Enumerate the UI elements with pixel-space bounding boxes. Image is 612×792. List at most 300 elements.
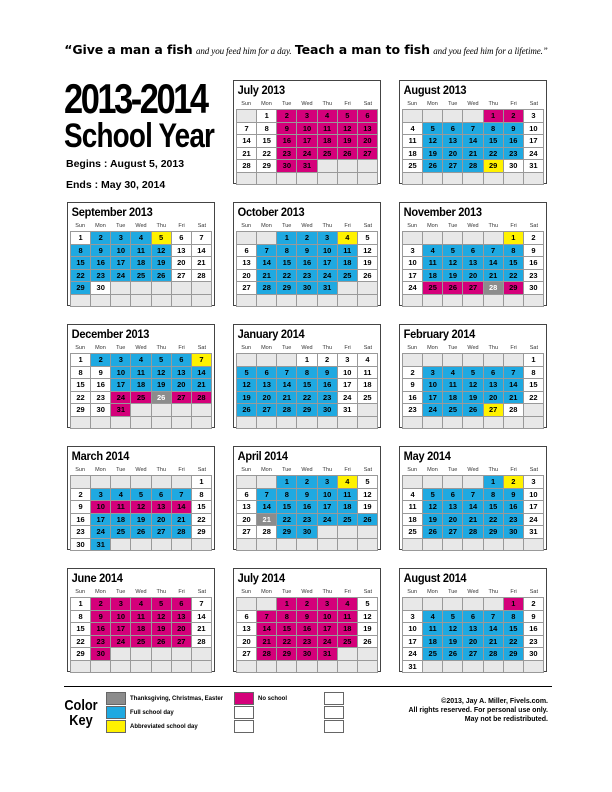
day-cell: 4: [403, 489, 423, 502]
empty-day-cell: [403, 417, 423, 430]
day-cell: 20: [443, 514, 463, 527]
day-cell: 20: [237, 514, 257, 527]
day-cell: 29: [277, 648, 297, 661]
blank-swatch: [324, 720, 344, 733]
day-cell: 17: [403, 636, 423, 649]
weekday-label: Fri: [344, 345, 351, 351]
day-cell: 1: [297, 354, 317, 367]
day-cell: 3: [318, 232, 338, 245]
day-cell: 6: [257, 367, 277, 380]
day-cell: 19: [423, 148, 443, 161]
empty-day-cell: [338, 160, 358, 173]
day-grid: [236, 475, 378, 551]
day-cell: 5: [443, 611, 463, 624]
day-cell: 21: [257, 270, 277, 283]
weekday-label: Mon: [427, 467, 438, 473]
day-cell: 20: [152, 514, 172, 527]
day-cell: 31: [297, 160, 317, 173]
weekday-label: Mon: [427, 345, 438, 351]
empty-day-cell: [423, 232, 443, 245]
weekday-label: Mon: [95, 589, 106, 595]
day-cell: 26: [358, 636, 378, 649]
empty-day-cell: [484, 173, 504, 186]
weekday-label: Tue: [282, 345, 292, 351]
day-cell: 13: [237, 257, 257, 270]
day-cell: 7: [192, 598, 212, 611]
day-cell: 12: [358, 245, 378, 258]
empty-day-cell: [423, 661, 443, 674]
day-cell: 30: [504, 526, 524, 539]
day-cell: 20: [443, 148, 463, 161]
empty-day-cell: [277, 539, 297, 552]
day-cell: 7: [484, 245, 504, 258]
day-cell: 13: [172, 367, 192, 380]
weekday-label: Fri: [178, 345, 185, 351]
day-cell: 14: [463, 135, 483, 148]
blank-swatch: [234, 706, 254, 719]
day-cell: 23: [277, 148, 297, 161]
day-cell: 9: [91, 367, 111, 380]
empty-day-cell: [131, 295, 151, 308]
day-cell: 31: [524, 160, 544, 173]
weekday-label: Mon: [427, 101, 438, 107]
day-cell: 28: [192, 392, 212, 405]
day-cell: 14: [257, 501, 277, 514]
day-cell: 6: [463, 611, 483, 624]
day-cell: 25: [403, 526, 423, 539]
empty-day-cell: [338, 295, 358, 308]
empty-day-cell: [111, 476, 131, 489]
empty-day-cell: [358, 661, 378, 674]
day-cell: 10: [423, 379, 443, 392]
day-cell: 18: [423, 636, 443, 649]
copyright-line3: May not be redistributed.: [464, 716, 548, 723]
day-cell: 28: [484, 282, 504, 295]
weekday-label: Wed: [135, 589, 147, 595]
day-cell: 21: [484, 270, 504, 283]
weekday-header: [236, 99, 378, 109]
weekday-label: Sun: [241, 467, 252, 473]
empty-day-cell: [257, 417, 277, 430]
day-cell: 12: [152, 611, 172, 624]
empty-day-cell: [318, 173, 338, 186]
day-cell: 6: [172, 232, 192, 245]
empty-day-cell: [484, 295, 504, 308]
day-cell: 1: [192, 476, 212, 489]
empty-day-cell: [297, 295, 317, 308]
weekday-label: Wed: [301, 345, 313, 351]
empty-day-cell: [237, 598, 257, 611]
weekday-label: Wed: [301, 223, 313, 229]
day-grid: [236, 231, 378, 307]
day-cell: 24: [111, 392, 131, 405]
day-cell: 10: [524, 123, 544, 136]
day-cell: 24: [91, 526, 111, 539]
day-cell: 7: [504, 367, 524, 380]
weekday-label: Sun: [241, 223, 252, 229]
weekday-label: Mon: [261, 345, 272, 351]
day-cell: 2: [91, 354, 111, 367]
day-cell: 8: [297, 367, 317, 380]
empty-day-cell: [504, 661, 524, 674]
day-cell: 30: [91, 282, 111, 295]
weekday-label: Fri: [178, 467, 185, 473]
empty-day-cell: [237, 661, 257, 674]
empty-day-cell: [524, 404, 544, 417]
weekday-label: Sun: [407, 467, 418, 473]
empty-day-cell: [403, 539, 423, 552]
empty-day-cell: [152, 661, 172, 674]
day-cell: 27: [237, 648, 257, 661]
weekday-label: Tue: [116, 467, 126, 473]
month-title: March 2014: [71, 449, 130, 463]
day-cell: 4: [403, 123, 423, 136]
weekday-label: Sat: [363, 223, 372, 229]
day-cell: 25: [423, 648, 443, 661]
day-cell: 1: [71, 598, 91, 611]
empty-day-cell: [504, 295, 524, 308]
empty-day-cell: [443, 539, 463, 552]
month-calendar: [399, 80, 547, 184]
empty-day-cell: [443, 354, 463, 367]
day-cell: 4: [131, 232, 151, 245]
weekday-label: Mon: [261, 223, 272, 229]
weekday-label: Wed: [301, 101, 313, 107]
weekday-label: Wed: [467, 345, 479, 351]
day-cell: 6: [358, 110, 378, 123]
day-cell: 3: [403, 245, 423, 258]
day-cell: 18: [111, 514, 131, 527]
day-cell: 5: [338, 110, 358, 123]
full-day-swatch: [106, 706, 126, 719]
day-cell: 16: [524, 257, 544, 270]
day-cell: 19: [358, 623, 378, 636]
weekday-label: Thu: [322, 101, 333, 107]
empty-day-cell: [358, 160, 378, 173]
day-cell: 2: [504, 476, 524, 489]
day-cell: 8: [277, 611, 297, 624]
day-cell: 28: [463, 526, 483, 539]
day-cell: 8: [277, 245, 297, 258]
day-cell: 28: [484, 648, 504, 661]
day-cell: 15: [484, 501, 504, 514]
day-cell: 25: [338, 270, 358, 283]
day-cell: 30: [71, 539, 91, 552]
weekday-label: Tue: [116, 345, 126, 351]
day-cell: 30: [297, 282, 317, 295]
day-cell: 19: [358, 501, 378, 514]
empty-day-cell: [403, 295, 423, 308]
empty-day-cell: [111, 417, 131, 430]
day-cell: 6: [484, 367, 504, 380]
empty-day-cell: [463, 173, 483, 186]
day-cell: 3: [111, 598, 131, 611]
day-cell: 11: [423, 623, 443, 636]
empty-day-cell: [484, 539, 504, 552]
day-cell: 23: [318, 392, 338, 405]
day-cell: 7: [463, 123, 483, 136]
day-cell: 24: [524, 514, 544, 527]
empty-day-cell: [403, 354, 423, 367]
empty-day-cell: [484, 661, 504, 674]
day-cell: 18: [338, 501, 358, 514]
month-calendar: [233, 568, 381, 672]
empty-day-cell: [297, 661, 317, 674]
day-cell: 13: [358, 123, 378, 136]
weekday-header: [402, 99, 544, 109]
empty-day-cell: [463, 295, 483, 308]
month-title: November 2013: [403, 205, 482, 219]
day-grid: [70, 231, 212, 307]
empty-day-cell: [504, 539, 524, 552]
day-cell: 25: [111, 526, 131, 539]
empty-day-cell: [484, 232, 504, 245]
day-cell: 21: [484, 636, 504, 649]
month-calendar: [67, 202, 215, 306]
day-cell: 1: [504, 232, 524, 245]
day-cell: 8: [257, 123, 277, 136]
day-cell: 18: [338, 623, 358, 636]
month-calendar: [67, 324, 215, 428]
month-calendar: [399, 446, 547, 550]
day-cell: 16: [277, 135, 297, 148]
day-cell: 3: [297, 110, 317, 123]
day-cell: 19: [463, 392, 483, 405]
weekday-label: Thu: [488, 223, 499, 229]
abbreviated-label: Abbreviated school day: [130, 724, 198, 730]
day-cell: 6: [443, 123, 463, 136]
empty-day-cell: [91, 661, 111, 674]
empty-day-cell: [358, 282, 378, 295]
weekday-label: Sat: [363, 101, 372, 107]
weekday-label: Fri: [344, 101, 351, 107]
weekday-label: Mon: [261, 101, 272, 107]
day-cell: 16: [297, 257, 317, 270]
day-cell: 12: [237, 379, 257, 392]
day-cell: 15: [504, 257, 524, 270]
weekday-label: Sat: [529, 589, 538, 595]
day-cell: 17: [318, 623, 338, 636]
day-cell: 28: [257, 648, 277, 661]
day-cell: 8: [277, 489, 297, 502]
empty-day-cell: [192, 282, 212, 295]
day-cell: 9: [91, 245, 111, 258]
day-cell: 2: [71, 489, 91, 502]
weekday-label: Mon: [427, 223, 438, 229]
empty-day-cell: [257, 661, 277, 674]
day-cell: 4: [111, 489, 131, 502]
day-cell: 26: [152, 636, 172, 649]
empty-day-cell: [463, 661, 483, 674]
day-cell: 19: [423, 514, 443, 527]
day-cell: 7: [257, 489, 277, 502]
day-cell: 29: [277, 526, 297, 539]
weekday-label: Wed: [135, 467, 147, 473]
page-title-years: 2013-2014: [64, 75, 207, 122]
day-cell: 14: [257, 257, 277, 270]
day-grid: [402, 231, 544, 307]
day-cell: 5: [423, 489, 443, 502]
day-cell: 2: [318, 354, 338, 367]
day-cell: 11: [443, 379, 463, 392]
weekday-label: Fri: [344, 223, 351, 229]
empty-day-cell: [318, 661, 338, 674]
weekday-label: Fri: [510, 589, 517, 595]
day-cell: 1: [277, 598, 297, 611]
day-cell: 8: [71, 245, 91, 258]
day-cell: 26: [152, 270, 172, 283]
day-cell: 7: [172, 489, 192, 502]
day-cell: 31: [403, 661, 423, 674]
empty-day-cell: [152, 476, 172, 489]
day-cell: 16: [91, 257, 111, 270]
day-cell: 4: [131, 598, 151, 611]
empty-day-cell: [463, 354, 483, 367]
empty-day-cell: [131, 648, 151, 661]
day-cell: 21: [463, 514, 483, 527]
quote-part-1: “Give a man a fish: [64, 42, 193, 57]
day-cell: 1: [504, 598, 524, 611]
weekday-label: Sun: [75, 223, 86, 229]
empty-day-cell: [443, 110, 463, 123]
weekday-label: Thu: [156, 467, 167, 473]
empty-day-cell: [237, 539, 257, 552]
day-cell: 31: [338, 404, 358, 417]
empty-day-cell: [172, 539, 192, 552]
empty-day-cell: [358, 404, 378, 417]
day-cell: 22: [297, 392, 317, 405]
day-cell: 9: [504, 123, 524, 136]
blank-swatch: [324, 692, 344, 705]
empty-day-cell: [403, 232, 423, 245]
day-cell: 9: [91, 611, 111, 624]
empty-day-cell: [152, 417, 172, 430]
day-cell: 17: [111, 623, 131, 636]
day-cell: 13: [484, 379, 504, 392]
day-cell: 2: [91, 598, 111, 611]
weekday-label: Sun: [407, 345, 418, 351]
month-title: September 2013: [71, 205, 153, 219]
weekday-header: [70, 221, 212, 231]
weekday-label: Thu: [488, 101, 499, 107]
empty-day-cell: [71, 295, 91, 308]
empty-day-cell: [237, 110, 257, 123]
day-cell: 15: [504, 623, 524, 636]
empty-day-cell: [111, 661, 131, 674]
empty-day-cell: [237, 232, 257, 245]
empty-day-cell: [358, 417, 378, 430]
empty-day-cell: [423, 598, 443, 611]
day-cell: 6: [172, 354, 192, 367]
empty-day-cell: [338, 282, 358, 295]
day-cell: 10: [318, 489, 338, 502]
weekday-header: [236, 587, 378, 597]
day-cell: 31: [524, 526, 544, 539]
empty-day-cell: [172, 404, 192, 417]
empty-day-cell: [257, 539, 277, 552]
day-cell: 22: [71, 392, 91, 405]
day-cell: 21: [277, 392, 297, 405]
holiday-swatch: [106, 692, 126, 705]
day-cell: 29: [277, 282, 297, 295]
day-cell: 29: [192, 526, 212, 539]
empty-day-cell: [524, 417, 544, 430]
day-cell: 17: [338, 379, 358, 392]
day-cell: 5: [443, 245, 463, 258]
weekday-label: Thu: [488, 467, 499, 473]
empty-day-cell: [172, 282, 192, 295]
day-cell: 11: [338, 245, 358, 258]
day-cell: 22: [484, 148, 504, 161]
empty-day-cell: [257, 476, 277, 489]
day-cell: 12: [463, 379, 483, 392]
day-cell: 12: [423, 135, 443, 148]
day-cell: 18: [443, 392, 463, 405]
day-cell: 23: [504, 514, 524, 527]
day-cell: 20: [463, 270, 483, 283]
empty-day-cell: [463, 539, 483, 552]
empty-day-cell: [277, 295, 297, 308]
empty-day-cell: [423, 354, 443, 367]
empty-day-cell: [504, 354, 524, 367]
day-cell: 16: [71, 514, 91, 527]
empty-day-cell: [358, 648, 378, 661]
day-cell: 29: [71, 282, 91, 295]
day-cell: 28: [463, 160, 483, 173]
weekday-label: Wed: [467, 467, 479, 473]
day-cell: 23: [91, 392, 111, 405]
day-cell: 22: [277, 636, 297, 649]
day-cell: 18: [358, 379, 378, 392]
day-cell: 16: [318, 379, 338, 392]
day-cell: 3: [524, 476, 544, 489]
day-cell: 14: [192, 245, 212, 258]
day-cell: 30: [91, 648, 111, 661]
day-cell: 18: [338, 257, 358, 270]
month-calendar: [399, 324, 547, 428]
day-cell: 27: [172, 636, 192, 649]
day-cell: 9: [524, 245, 544, 258]
weekday-label: Mon: [95, 467, 106, 473]
day-cell: 25: [358, 392, 378, 405]
day-cell: 19: [152, 257, 172, 270]
day-cell: 24: [297, 148, 317, 161]
day-cell: 2: [297, 232, 317, 245]
day-cell: 7: [463, 489, 483, 502]
empty-day-cell: [152, 648, 172, 661]
day-cell: 1: [277, 232, 297, 245]
empty-day-cell: [318, 539, 338, 552]
day-cell: 29: [71, 404, 91, 417]
day-cell: 27: [172, 392, 192, 405]
day-cell: 2: [297, 598, 317, 611]
day-cell: 14: [484, 623, 504, 636]
day-cell: 5: [358, 598, 378, 611]
empty-day-cell: [192, 539, 212, 552]
day-cell: 21: [463, 148, 483, 161]
weekday-label: Mon: [95, 223, 106, 229]
day-cell: 22: [504, 636, 524, 649]
day-cell: 20: [237, 270, 257, 283]
day-cell: 26: [358, 270, 378, 283]
empty-day-cell: [463, 232, 483, 245]
empty-day-cell: [423, 539, 443, 552]
empty-day-cell: [257, 295, 277, 308]
day-cell: 21: [192, 379, 212, 392]
empty-day-cell: [338, 648, 358, 661]
day-cell: 4: [338, 232, 358, 245]
weekday-header: [236, 221, 378, 231]
